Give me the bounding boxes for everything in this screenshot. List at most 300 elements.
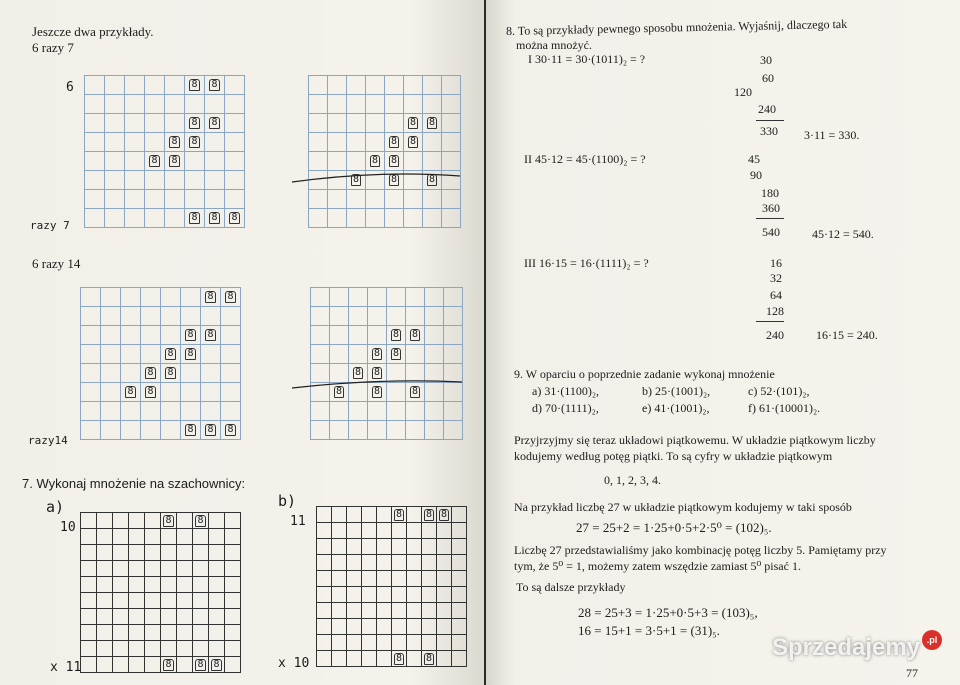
counter-piece: 8 — [191, 117, 198, 128]
board-cell — [97, 513, 113, 529]
board-cell — [141, 288, 161, 307]
board-cell — [177, 577, 193, 593]
board-cell — [113, 513, 129, 529]
counter-piece: 8 — [409, 136, 417, 147]
board-cell — [145, 95, 165, 114]
board-cell — [181, 402, 201, 421]
board-cell — [347, 539, 362, 555]
board-cell — [121, 326, 141, 345]
board-cell — [349, 421, 368, 440]
board-cell — [347, 133, 366, 152]
board-cell — [181, 288, 201, 307]
board-cell — [377, 651, 392, 667]
board-cell — [141, 307, 161, 326]
board-cell — [362, 507, 377, 523]
board-cell — [330, 421, 349, 440]
board-cell — [423, 133, 442, 152]
task8-line2: można mnożyć. — [516, 38, 592, 52]
board-cell — [101, 288, 121, 307]
counter-piece: 8 — [390, 174, 398, 185]
board-cell — [347, 209, 366, 228]
task7-a-top: 10 — [60, 520, 76, 535]
chessboard-task7-a — [80, 512, 241, 673]
board-cell — [317, 587, 332, 603]
counter-piece: 8 — [165, 514, 172, 526]
board-cell — [81, 345, 101, 364]
board-cell — [349, 326, 368, 345]
counter-piece: 8 — [187, 329, 194, 340]
board-cell — [328, 190, 347, 209]
board-cell — [452, 651, 467, 667]
board-cell — [105, 171, 125, 190]
board-cell — [81, 513, 97, 529]
board-cell — [309, 133, 328, 152]
board-cell — [225, 625, 241, 641]
board-cell — [422, 651, 437, 667]
board-cell — [209, 513, 225, 529]
board-cell — [385, 152, 404, 171]
board-cell — [125, 209, 145, 228]
board-cell — [347, 571, 362, 587]
board-cell — [81, 364, 101, 383]
board-cell — [165, 76, 185, 95]
board-cell — [185, 171, 205, 190]
board-cell — [113, 545, 129, 561]
counter-piece: 8 — [167, 367, 174, 378]
board-cell — [362, 587, 377, 603]
board-cell — [97, 577, 113, 593]
board-cell — [368, 326, 387, 345]
board-cell — [113, 529, 129, 545]
task8-line1: 8. To są przykłady pewnego sposobu mnożenia. Wyjaśnij, dlaczego tak — [505, 16, 848, 38]
board-cell — [311, 288, 330, 307]
board-cell — [347, 76, 366, 95]
board-cell — [121, 345, 141, 364]
board-cell — [406, 383, 425, 402]
board-cell — [225, 545, 241, 561]
counter-piece: 8 — [425, 508, 433, 520]
board-cell — [349, 288, 368, 307]
board-cell — [332, 523, 347, 539]
board-cell — [377, 587, 392, 603]
column-number: 30 — [760, 53, 772, 67]
board-cell — [141, 345, 161, 364]
board-cell — [444, 364, 463, 383]
board-cell — [101, 421, 121, 440]
board-cell — [407, 603, 422, 619]
board-cell — [201, 364, 221, 383]
board-cell — [225, 209, 245, 228]
board-cell — [145, 609, 161, 625]
board-cell — [145, 133, 165, 152]
board-cell — [193, 609, 209, 625]
board-cell — [145, 114, 165, 133]
board-cell — [161, 625, 177, 641]
board-cell — [406, 307, 425, 326]
equation-27: 27 = 25+2 = 1·25+0·5+2·5⁰ = (102)₅. — [576, 520, 772, 535]
board-cell — [377, 523, 392, 539]
counter-piece: 8 — [352, 174, 360, 185]
board-cell — [444, 383, 463, 402]
board-cell — [113, 561, 129, 577]
counter-piece: 8 — [354, 367, 362, 378]
example1-label-bottom: razy 7 — [30, 219, 70, 232]
board-cell — [407, 571, 422, 587]
board-cell — [366, 171, 385, 190]
board-cell — [452, 571, 467, 587]
board-cell — [452, 635, 467, 651]
counter-piece: 8 — [373, 348, 381, 359]
counter-piece: 8 — [147, 367, 154, 378]
board-cell — [332, 651, 347, 667]
board-cell — [422, 587, 437, 603]
board-cell — [105, 133, 125, 152]
board-cell — [423, 152, 442, 171]
task9-title: 9. W oparciu o poprzednie zadanie wykonaj mnożenie — [514, 367, 775, 381]
board-cell — [193, 593, 209, 609]
board-cell — [177, 545, 193, 561]
example2-label-bottom: razy14 — [28, 434, 68, 447]
board-cell — [425, 345, 444, 364]
board-cell — [406, 345, 425, 364]
board-cell — [377, 507, 392, 523]
counter-piece: 8 — [151, 155, 158, 166]
board-cell — [145, 171, 165, 190]
board-cell — [81, 421, 101, 440]
board-cell — [81, 288, 101, 307]
example1-title: 6 razy 7 — [32, 40, 74, 55]
column-number: 32 — [770, 271, 782, 285]
board-cell — [442, 76, 461, 95]
watermark-logo: Sprzedajemy — [772, 634, 921, 661]
board-cell — [145, 657, 161, 673]
board-cell — [385, 190, 404, 209]
board-cell — [209, 593, 225, 609]
board-cell — [97, 625, 113, 641]
board-cell — [145, 209, 165, 228]
board-cell — [225, 593, 241, 609]
board-cell — [366, 190, 385, 209]
task7-a-label: a) — [46, 498, 65, 516]
board-cell — [201, 288, 221, 307]
counter-piece: 8 — [197, 658, 204, 670]
board-cell — [328, 209, 347, 228]
board-cell — [85, 76, 105, 95]
paragraph3-line2: tym, że 5⁰ = 1, możemy zatem wszędzie zamiast 5⁰ pisać 1. — [514, 559, 801, 573]
board-cell — [437, 523, 452, 539]
board-cell — [387, 307, 406, 326]
task9-e: e) 41·(1001)₂, — [642, 401, 710, 415]
board-cell — [437, 587, 452, 603]
board-cell — [201, 383, 221, 402]
board-cell — [385, 209, 404, 228]
board-cell — [311, 307, 330, 326]
board-cell — [181, 421, 201, 440]
board-cell — [205, 152, 225, 171]
board-cell — [225, 609, 241, 625]
board-cell — [209, 657, 225, 673]
counter-piece: 8 — [373, 367, 381, 378]
board-cell — [330, 364, 349, 383]
column-number: 540 — [762, 225, 780, 239]
board-cell — [368, 383, 387, 402]
board-cell — [209, 609, 225, 625]
board-cell — [444, 288, 463, 307]
board-cell — [406, 326, 425, 345]
board-cell — [377, 635, 392, 651]
board-cell — [145, 561, 161, 577]
board-cell — [129, 577, 145, 593]
board-cell — [205, 133, 225, 152]
board-cell — [311, 364, 330, 383]
board-cell — [141, 383, 161, 402]
board-cell — [368, 345, 387, 364]
counter-piece: 8 — [390, 155, 398, 166]
board-cell — [404, 95, 423, 114]
board-cell — [113, 609, 129, 625]
board-cell — [366, 95, 385, 114]
board-cell — [201, 326, 221, 345]
board-cell — [81, 545, 97, 561]
board-cell — [85, 171, 105, 190]
board-cell — [328, 133, 347, 152]
board-cell — [81, 641, 97, 657]
board-cell — [368, 421, 387, 440]
board-cell — [225, 114, 245, 133]
board-cell — [392, 555, 407, 571]
board-cell — [425, 402, 444, 421]
paragraph3-line1: Liczbę 27 przedstawialiśmy jako kombinację potęg liczby 5. Pamiętamy przy — [514, 543, 887, 557]
board-cell — [177, 625, 193, 641]
board-cell — [442, 133, 461, 152]
board-cell — [387, 383, 406, 402]
board-cell — [121, 402, 141, 421]
board-cell — [452, 523, 467, 539]
counter-piece: 8 — [335, 386, 343, 397]
board-cell — [129, 609, 145, 625]
board-cell — [97, 561, 113, 577]
counter-piece: 8 — [171, 136, 178, 147]
board-cell — [177, 529, 193, 545]
board-cell — [165, 95, 185, 114]
board-cell — [317, 571, 332, 587]
board-cell — [113, 577, 129, 593]
board-cell — [161, 593, 177, 609]
board-cell — [129, 513, 145, 529]
board-cell — [85, 114, 105, 133]
board-cell — [221, 421, 241, 440]
counter-piece: 8 — [392, 329, 400, 340]
board-cell — [422, 555, 437, 571]
board-cell — [311, 326, 330, 345]
board-cell — [452, 619, 467, 635]
board-cell — [121, 421, 141, 440]
board-cell — [452, 587, 467, 603]
example2-title: 6 razy 14 — [32, 256, 81, 271]
board-cell — [330, 402, 349, 421]
board-cell — [145, 545, 161, 561]
board-cell — [161, 383, 181, 402]
board-cell — [105, 190, 125, 209]
board-cell — [225, 641, 241, 657]
board-cell — [181, 307, 201, 326]
board-cell — [161, 609, 177, 625]
board-cell — [85, 209, 105, 228]
task9-a: a) 31·(1100)₂, — [532, 384, 600, 398]
task7-b-bottom: x 10 — [278, 656, 310, 671]
board-cell — [193, 625, 209, 641]
board-cell — [317, 651, 332, 667]
heading: Jeszcze dwa przykłady. — [32, 24, 154, 39]
board-cell — [437, 619, 452, 635]
counter-piece: 8 — [411, 386, 419, 397]
board-cell — [404, 190, 423, 209]
board-cell — [347, 619, 362, 635]
board-cell — [332, 619, 347, 635]
board-cell — [452, 603, 467, 619]
board-cell — [181, 364, 201, 383]
board-cell — [423, 95, 442, 114]
example1-label-top: 6 — [66, 80, 74, 95]
board-cell — [425, 421, 444, 440]
board-cell — [145, 593, 161, 609]
board-cell — [437, 651, 452, 667]
task7-a-bottom: x 11 — [50, 660, 82, 675]
board-cell — [185, 133, 205, 152]
board-cell — [368, 307, 387, 326]
board-cell — [221, 288, 241, 307]
board-cell — [121, 288, 141, 307]
board-cell — [125, 190, 145, 209]
board-cell — [193, 513, 209, 529]
board-cell — [129, 657, 145, 673]
board-cell — [423, 114, 442, 133]
board-cell — [317, 507, 332, 523]
board-cell — [165, 133, 185, 152]
counter-piece: 8 — [147, 386, 154, 397]
board-cell — [332, 555, 347, 571]
board-cell — [392, 635, 407, 651]
rule-II — [756, 218, 784, 219]
board-cell — [225, 133, 245, 152]
board-cell — [387, 364, 406, 383]
counter-piece: 8 — [197, 514, 204, 526]
board-cell — [225, 577, 241, 593]
rule-I — [756, 120, 784, 121]
counter-piece: 8 — [127, 386, 134, 397]
board-cell — [81, 657, 97, 673]
board-cell — [385, 133, 404, 152]
board-cell — [205, 76, 225, 95]
board-cell — [332, 635, 347, 651]
board-cell — [425, 307, 444, 326]
board-cell — [349, 364, 368, 383]
board-cell — [205, 171, 225, 190]
board-cell — [185, 76, 205, 95]
board-cell — [177, 609, 193, 625]
column-number: 16 — [770, 256, 782, 270]
column-number: 64 — [770, 288, 782, 302]
board-cell — [347, 587, 362, 603]
board-cell — [221, 383, 241, 402]
counter-piece: 8 — [409, 117, 417, 128]
board-cell — [349, 307, 368, 326]
board-cell — [366, 114, 385, 133]
board-cell — [193, 657, 209, 673]
board-cell — [422, 539, 437, 555]
task9-b: b) 25·(1001)₂, — [642, 384, 711, 398]
board-cell — [387, 288, 406, 307]
column-number: 330 — [760, 124, 778, 138]
board-cell — [165, 171, 185, 190]
task7-b-top: 11 — [290, 514, 306, 529]
board-cell — [145, 577, 161, 593]
board-cell — [209, 561, 225, 577]
board-cell — [193, 641, 209, 657]
board-cell — [442, 114, 461, 133]
board-cell — [97, 545, 113, 561]
board-cell — [328, 76, 347, 95]
board-cell — [101, 307, 121, 326]
board-cell — [221, 402, 241, 421]
board-cell — [377, 571, 392, 587]
board-cell — [125, 171, 145, 190]
counter-piece: 8 — [207, 424, 214, 435]
board-cell — [368, 364, 387, 383]
board-cell — [125, 152, 145, 171]
board-cell — [113, 625, 129, 641]
board-cell — [81, 593, 97, 609]
column-number: 180 — [761, 186, 779, 200]
board-cell — [422, 523, 437, 539]
counter-piece: 8 — [211, 79, 218, 90]
board-cell — [141, 326, 161, 345]
board-cell — [444, 402, 463, 421]
board-cell — [225, 657, 241, 673]
board-cell — [423, 190, 442, 209]
board-cell — [349, 345, 368, 364]
board-cell — [385, 114, 404, 133]
board-cell — [392, 603, 407, 619]
board-cell — [161, 307, 181, 326]
board-cell — [407, 539, 422, 555]
board-cell — [225, 190, 245, 209]
result-II: 45·12 = 540. — [812, 227, 874, 241]
column-number: 60 — [762, 71, 774, 85]
board-cell — [221, 345, 241, 364]
board-cell — [452, 507, 467, 523]
board-cell — [193, 561, 209, 577]
board-cell — [423, 76, 442, 95]
board-cell — [101, 345, 121, 364]
counter-piece: 8 — [395, 508, 403, 520]
board-cell — [317, 619, 332, 635]
counter-piece: 8 — [371, 155, 379, 166]
board-cell — [161, 421, 181, 440]
counter-piece: 8 — [227, 424, 234, 435]
board-cell — [406, 421, 425, 440]
board-cell — [330, 326, 349, 345]
board-cell — [185, 95, 205, 114]
board-cell — [165, 114, 185, 133]
board-cell — [349, 402, 368, 421]
board-cell — [161, 545, 177, 561]
board-cell — [193, 577, 209, 593]
board-cell — [422, 603, 437, 619]
board-cell — [317, 635, 332, 651]
board-cell — [125, 95, 145, 114]
board-cell — [81, 402, 101, 421]
